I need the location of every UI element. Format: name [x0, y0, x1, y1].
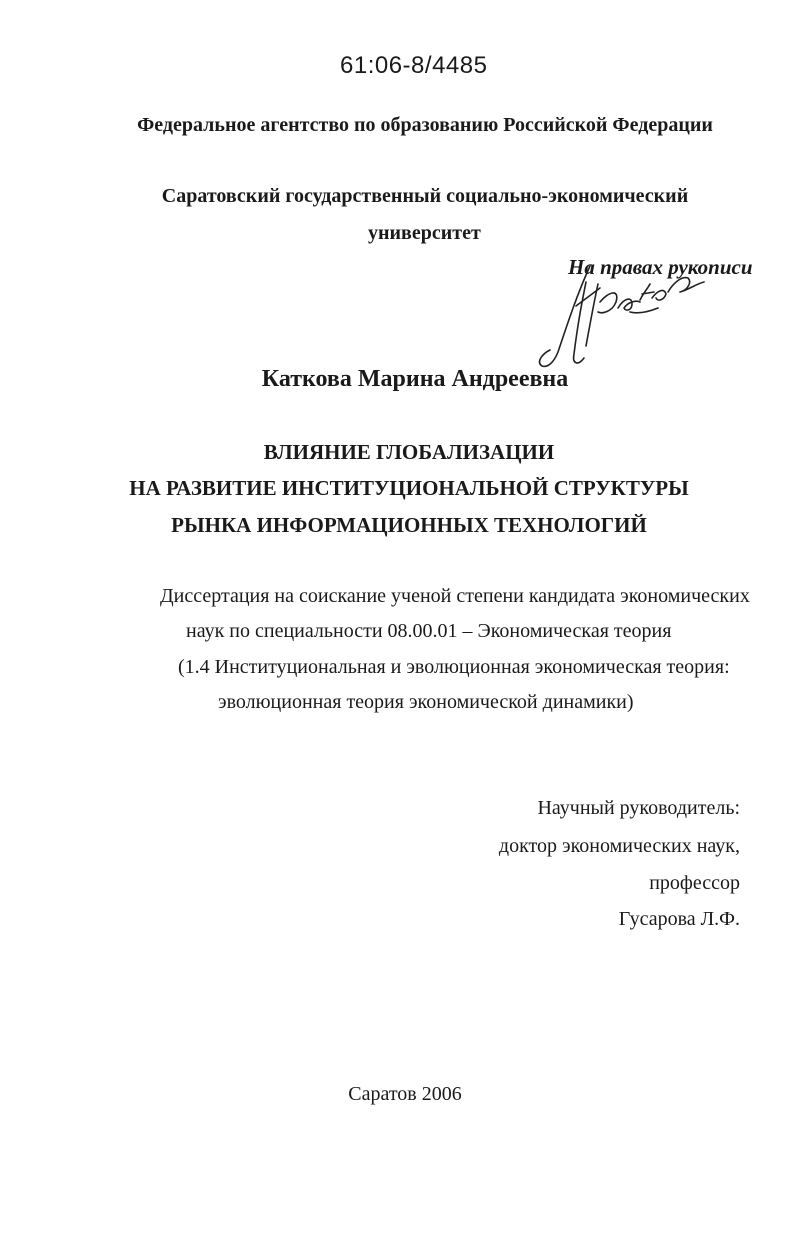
supervisor-label: Научный руководитель: — [537, 797, 740, 819]
manuscript-rights-note: На правах рукописи — [568, 255, 753, 279]
handwritten-signature — [528, 262, 718, 374]
dissertation-title-line1: ВЛИЯНИЕ ГЛОБАЛИЗАЦИИ — [263, 440, 555, 464]
description-line1: Диссертация на соискание ученой степени кандидата экономических — [160, 585, 750, 607]
supervisor-rank: профессор — [649, 872, 740, 894]
city-year: Саратов 2006 — [348, 1083, 462, 1105]
description-line2: наук по специальности 08.00.01 – Экономическая теория — [186, 620, 672, 642]
university-name-line2: университет — [368, 222, 481, 244]
description-line3: (1.4 Институциональная и эволюционная экономическая теория: — [178, 656, 730, 678]
dissertation-title-line3: РЫНКА ИНФОРМАЦИОННЫХ ТЕХНОЛОГИЙ — [171, 513, 647, 537]
university-name-line1: Саратовский государственный социально-экономический — [161, 185, 689, 207]
supervisor-degree: доктор экономических наук, — [498, 835, 740, 857]
dissertation-title-line2: НА РАЗВИТИЕ ИНСТИТУЦИОНАЛЬНОЙ СТРУКТУРЫ — [129, 476, 689, 500]
agency-name: Федеральное агентство по образованию Российской Федерации — [137, 114, 713, 136]
description-line4: эволюционная теория экономической динамики) — [218, 691, 634, 713]
archive-number: 61:06-8/4485 — [340, 52, 488, 79]
supervisor-name: Гусарова Л.Ф. — [618, 908, 740, 930]
author-name: Каткова Марина Андреевна — [261, 366, 569, 392]
